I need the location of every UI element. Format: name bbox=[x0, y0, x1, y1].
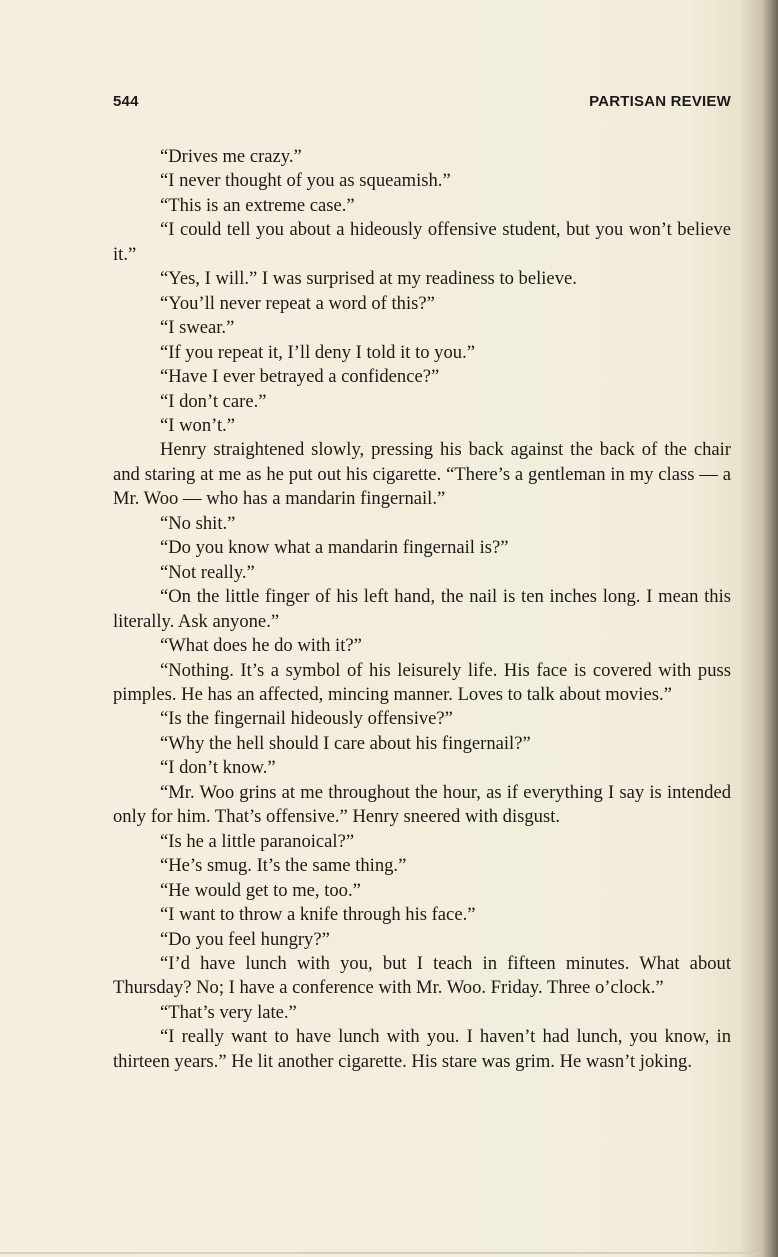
paragraph: “Mr. Woo grins at me throughout the hour, as if everything I say is intended only for him. That’s offensive.” Henry sneered with disgust. bbox=[113, 781, 731, 828]
paragraph: “He’s smug. It’s the same thing.” bbox=[160, 855, 407, 877]
paragraph: “I don’t know.” bbox=[160, 757, 276, 779]
paragraph: “This is an extreme case.” bbox=[160, 194, 355, 216]
paragraph: “Drives me crazy.” bbox=[160, 146, 302, 167]
page-header bbox=[113, 93, 731, 113]
paragraph: “He would get to me, too.” bbox=[160, 879, 361, 901]
paragraph: “I want to throw a knife through his face.” bbox=[160, 904, 476, 926]
paragraph: “I swear.” bbox=[160, 317, 235, 339]
paragraph: “Do you feel hungry?” bbox=[160, 928, 330, 950]
running-head: PARTISAN REVIEW bbox=[589, 93, 731, 110]
paragraph: “Nothing. It’s a symbol of his leisurely life. His face is covered with puss pimples. He has an affected, mincing manner. Loves to talk about movies.” bbox=[113, 659, 731, 705]
page-number: 544 bbox=[113, 93, 139, 110]
paragraph: “I won’t.” bbox=[160, 414, 236, 436]
paragraph: “Why the hell should I care about his fingernail?” bbox=[160, 732, 531, 754]
paragraph: “If you repeat it, I’ll deny I told it to you.” bbox=[160, 341, 475, 363]
paragraph: “I never thought of you as squeamish.” bbox=[160, 170, 451, 192]
paragraph: “Do you know what a mandarin fingernail is?” bbox=[160, 537, 509, 559]
paragraph: “I could tell you about a hideously offensive student, but you won’t believe it.” bbox=[113, 219, 731, 265]
paragraph: “Have I ever betrayed a confidence?” bbox=[160, 366, 440, 388]
body-text bbox=[113, 145, 731, 1074]
paragraph: Henry straightened slowly, pressing his back against the back of the chair and staring at me as he put out his cigarette. “There’s a gentleman in my class — a Mr. Woo — who has a mandarin fingernail.” bbox=[113, 439, 731, 510]
paragraph: “You’ll never repeat a word of this?” bbox=[160, 292, 435, 314]
paragraph: “On the little finger of his left hand, the nail is ten inches long. I mean this literally. Ask anyone.” bbox=[113, 586, 731, 632]
paragraph: “I’d have lunch with you, but I teach in fifteen minutes. What about Thursday? No; I have a conference with Mr. Woo. Friday. Three o’clock.” bbox=[113, 952, 731, 999]
paragraph: “Is the fingernail hideously offensive?” bbox=[160, 708, 453, 730]
paragraph: “Yes, I will.” I was surprised at my readiness to believe. bbox=[160, 268, 577, 290]
paragraph: “I really want to have lunch with you. I haven’t had lunch, you know, in thirteen years.” He lit another cigarette. His stare was grim. He wasn’t joking. bbox=[113, 1026, 731, 1072]
paragraph: “No shit.” bbox=[160, 512, 236, 534]
paragraph: “Is he a little paranoical?” bbox=[160, 830, 355, 852]
paragraph: “Not really.” bbox=[160, 561, 255, 583]
paragraph: “What does he do with it?” bbox=[160, 635, 362, 657]
paragraph: “I don’t care.” bbox=[160, 390, 267, 412]
page-bottom-edge bbox=[0, 1252, 760, 1254]
paragraph: “That’s very late.” bbox=[160, 1001, 297, 1023]
